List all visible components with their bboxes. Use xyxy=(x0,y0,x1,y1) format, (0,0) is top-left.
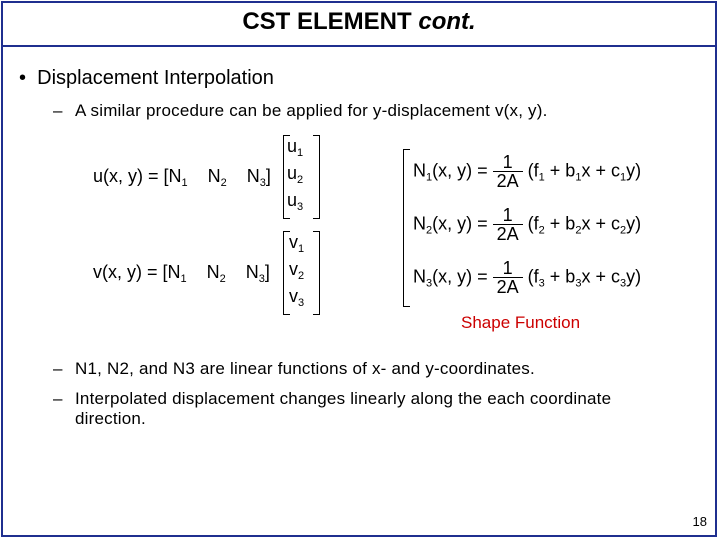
shape-function-n1: $N_1(x$, y) = $\frac{1}{2A}$ $(f_1 + b_1x + c_1y)$ xyxy=(413,152,642,191)
v-vector-right-bracket xyxy=(313,231,320,315)
shape-function-brace xyxy=(403,149,410,307)
equation-v: v(x, $y) = [N_1$ $N_2$ $N_3$] xyxy=(93,262,270,285)
shape-function-label: Shape Function xyxy=(461,313,581,332)
u-vector-left-bracket xyxy=(283,135,290,219)
v-vector-left-bracket xyxy=(283,231,290,315)
sub-bullet-procedure: – A similar procedure can be applied for y-displacement v(x, y). xyxy=(53,101,548,120)
shape-function-n2: $N_2(x$, y) = $\frac{1}{2A}$ $(f_2 + b_2x + c_2y)$ xyxy=(413,205,642,244)
page-number: 18 xyxy=(692,514,707,529)
v-vector: $v_1$ $v_2$ $v_3$ xyxy=(289,232,305,309)
equation-u: u(x, $y) = [N_1$ $N_2$ $N_3$] xyxy=(93,166,271,189)
slide-title: CST ELEMENT cont. xyxy=(242,8,476,35)
sub-bullet-interpolated-displacement: – Interpolated displacement changes linearly along the each coordinate direction. xyxy=(53,389,612,428)
u-vector-right-bracket xyxy=(313,135,320,219)
shape-function-n3: $N_3(x$, y) = $\frac{1}{2A}$ $(f_3 + b_3x + c_3y)$ xyxy=(413,258,642,297)
sub-bullet-linear-functions: – N1, N2, and N3 are linear functions of x- and y-coordinates. xyxy=(53,359,535,378)
bullet-displacement-interpolation: • Displacement Interpolation xyxy=(19,67,274,89)
u-vector: $u_1$ $u_2$ $u_3$ xyxy=(287,136,304,213)
slide xyxy=(1,1,717,537)
title-divider xyxy=(3,45,715,47)
